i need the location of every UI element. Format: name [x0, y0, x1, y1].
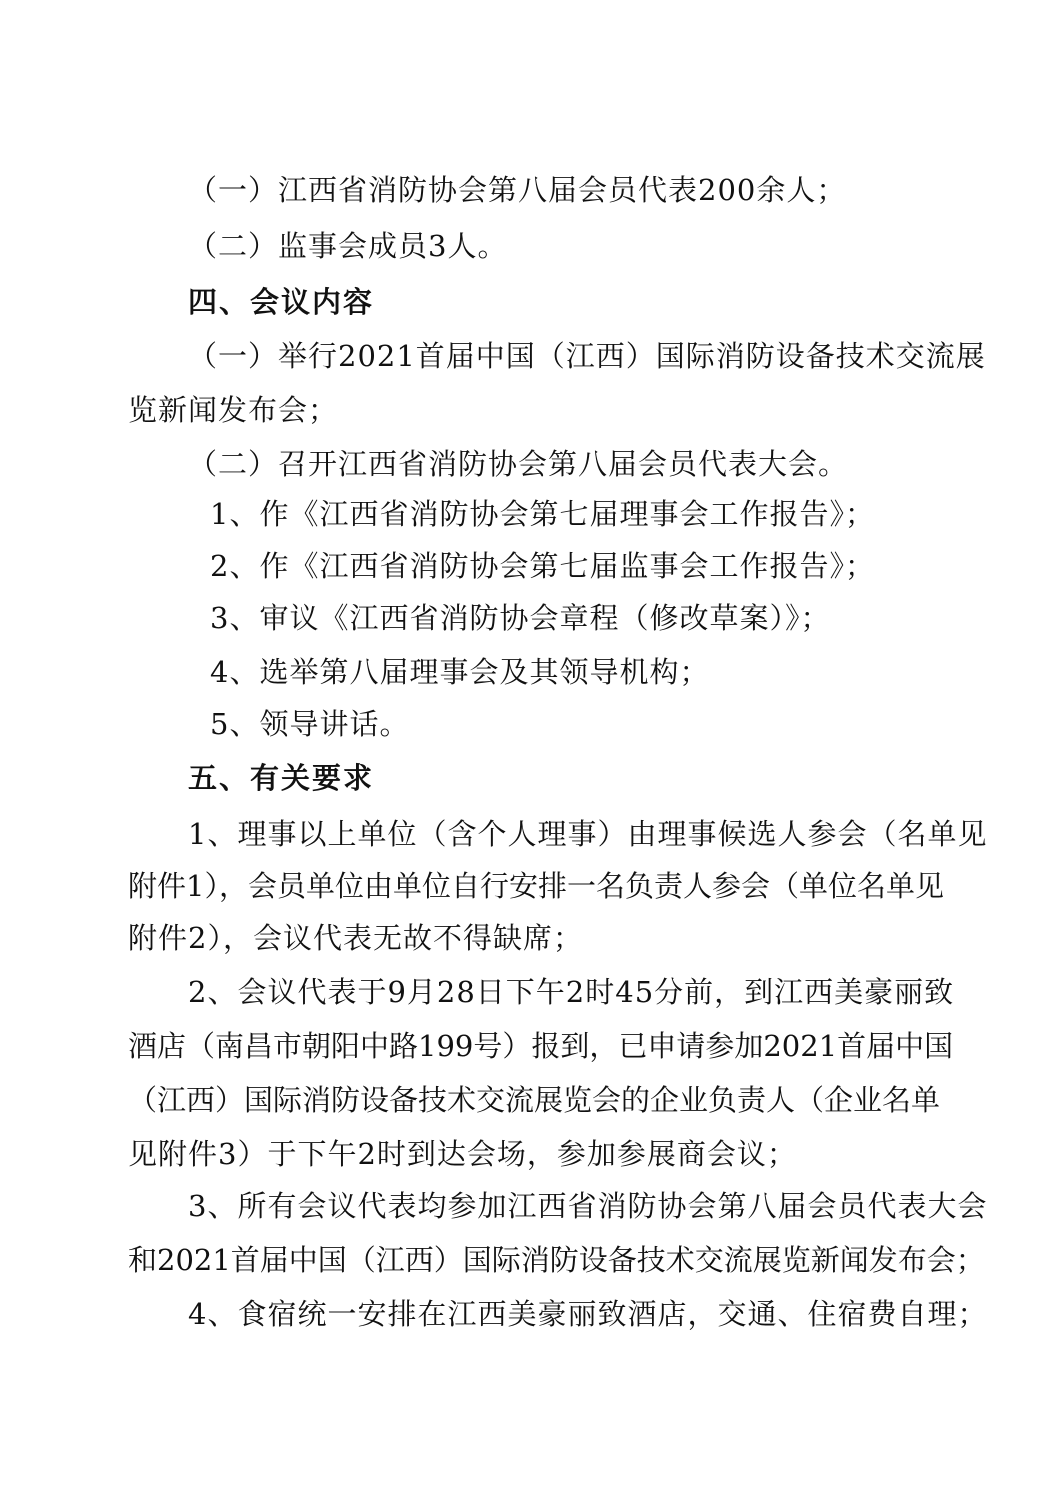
requirement-2-line-3: （江西）国际消防设备技术交流展览会的企业负责人（企业名单	[128, 1083, 941, 1117]
requirement-4-line-1: 4、食宿统一安排在江西美豪丽致酒店，交通、住宿费自理；	[188, 1297, 988, 1331]
requirement-1-line-1: 1、理事以上单位（含个人理事）由理事候选人参会（名单见	[188, 817, 988, 851]
requirement-3-line-2: 和2021首届中国（江西）国际消防设备技术交流展览新闻发布会；	[128, 1243, 985, 1277]
requirement-2-line-1: 2、会议代表于9月28日下午2时45分前，到江西美豪丽致	[188, 975, 955, 1009]
requirement-1-line-2: 附件1），会员单位由单位自行安排一名负责人参会（单位名单见	[128, 869, 944, 903]
agenda-sub-item-3: 3、审议《江西省消防协会章程（修改草案）》；	[210, 601, 831, 635]
agenda-item-2: （二）召开江西省消防协会第八届会员代表大会。	[188, 447, 849, 481]
requirement-2-line-4: 见附件3）于下午2时到达会场，参加参展商会议；	[128, 1137, 797, 1171]
agenda-item-1-line-2: 览新闻发布会；	[128, 393, 339, 427]
requirement-1-line-3: 附件2），会议代表无故不得缺席；	[128, 921, 583, 955]
requirement-3-line-1: 3、所有会议代表均参加江西省消防协会第八届会员代表大会	[188, 1189, 988, 1223]
agenda-sub-item-1: 1、作《江西省消防协会第七届理事会工作报告》；	[210, 497, 875, 531]
attendee-item-2: （二）监事会成员3人。	[188, 229, 508, 263]
section-heading-requirements: 五、有关要求	[188, 761, 375, 795]
agenda-sub-item-2: 2、作《江西省消防协会第七届监事会工作报告》；	[210, 549, 875, 583]
attendee-item-1: （一）江西省消防协会第八届会员代表200余人；	[188, 173, 847, 207]
agenda-item-1-line-1: （一）举行2021首届中国（江西）国际消防设备技术交流展	[188, 339, 986, 373]
section-heading-agenda: 四、会议内容	[188, 285, 375, 319]
agenda-sub-item-5: 5、领导讲话。	[210, 707, 410, 741]
agenda-sub-item-4: 4、选举第八届理事会及其领导机构；	[210, 655, 710, 689]
requirement-2-line-2: 酒店（南昌市朝阳中路199号）报到，已申请参加2021首届中国	[128, 1029, 954, 1063]
